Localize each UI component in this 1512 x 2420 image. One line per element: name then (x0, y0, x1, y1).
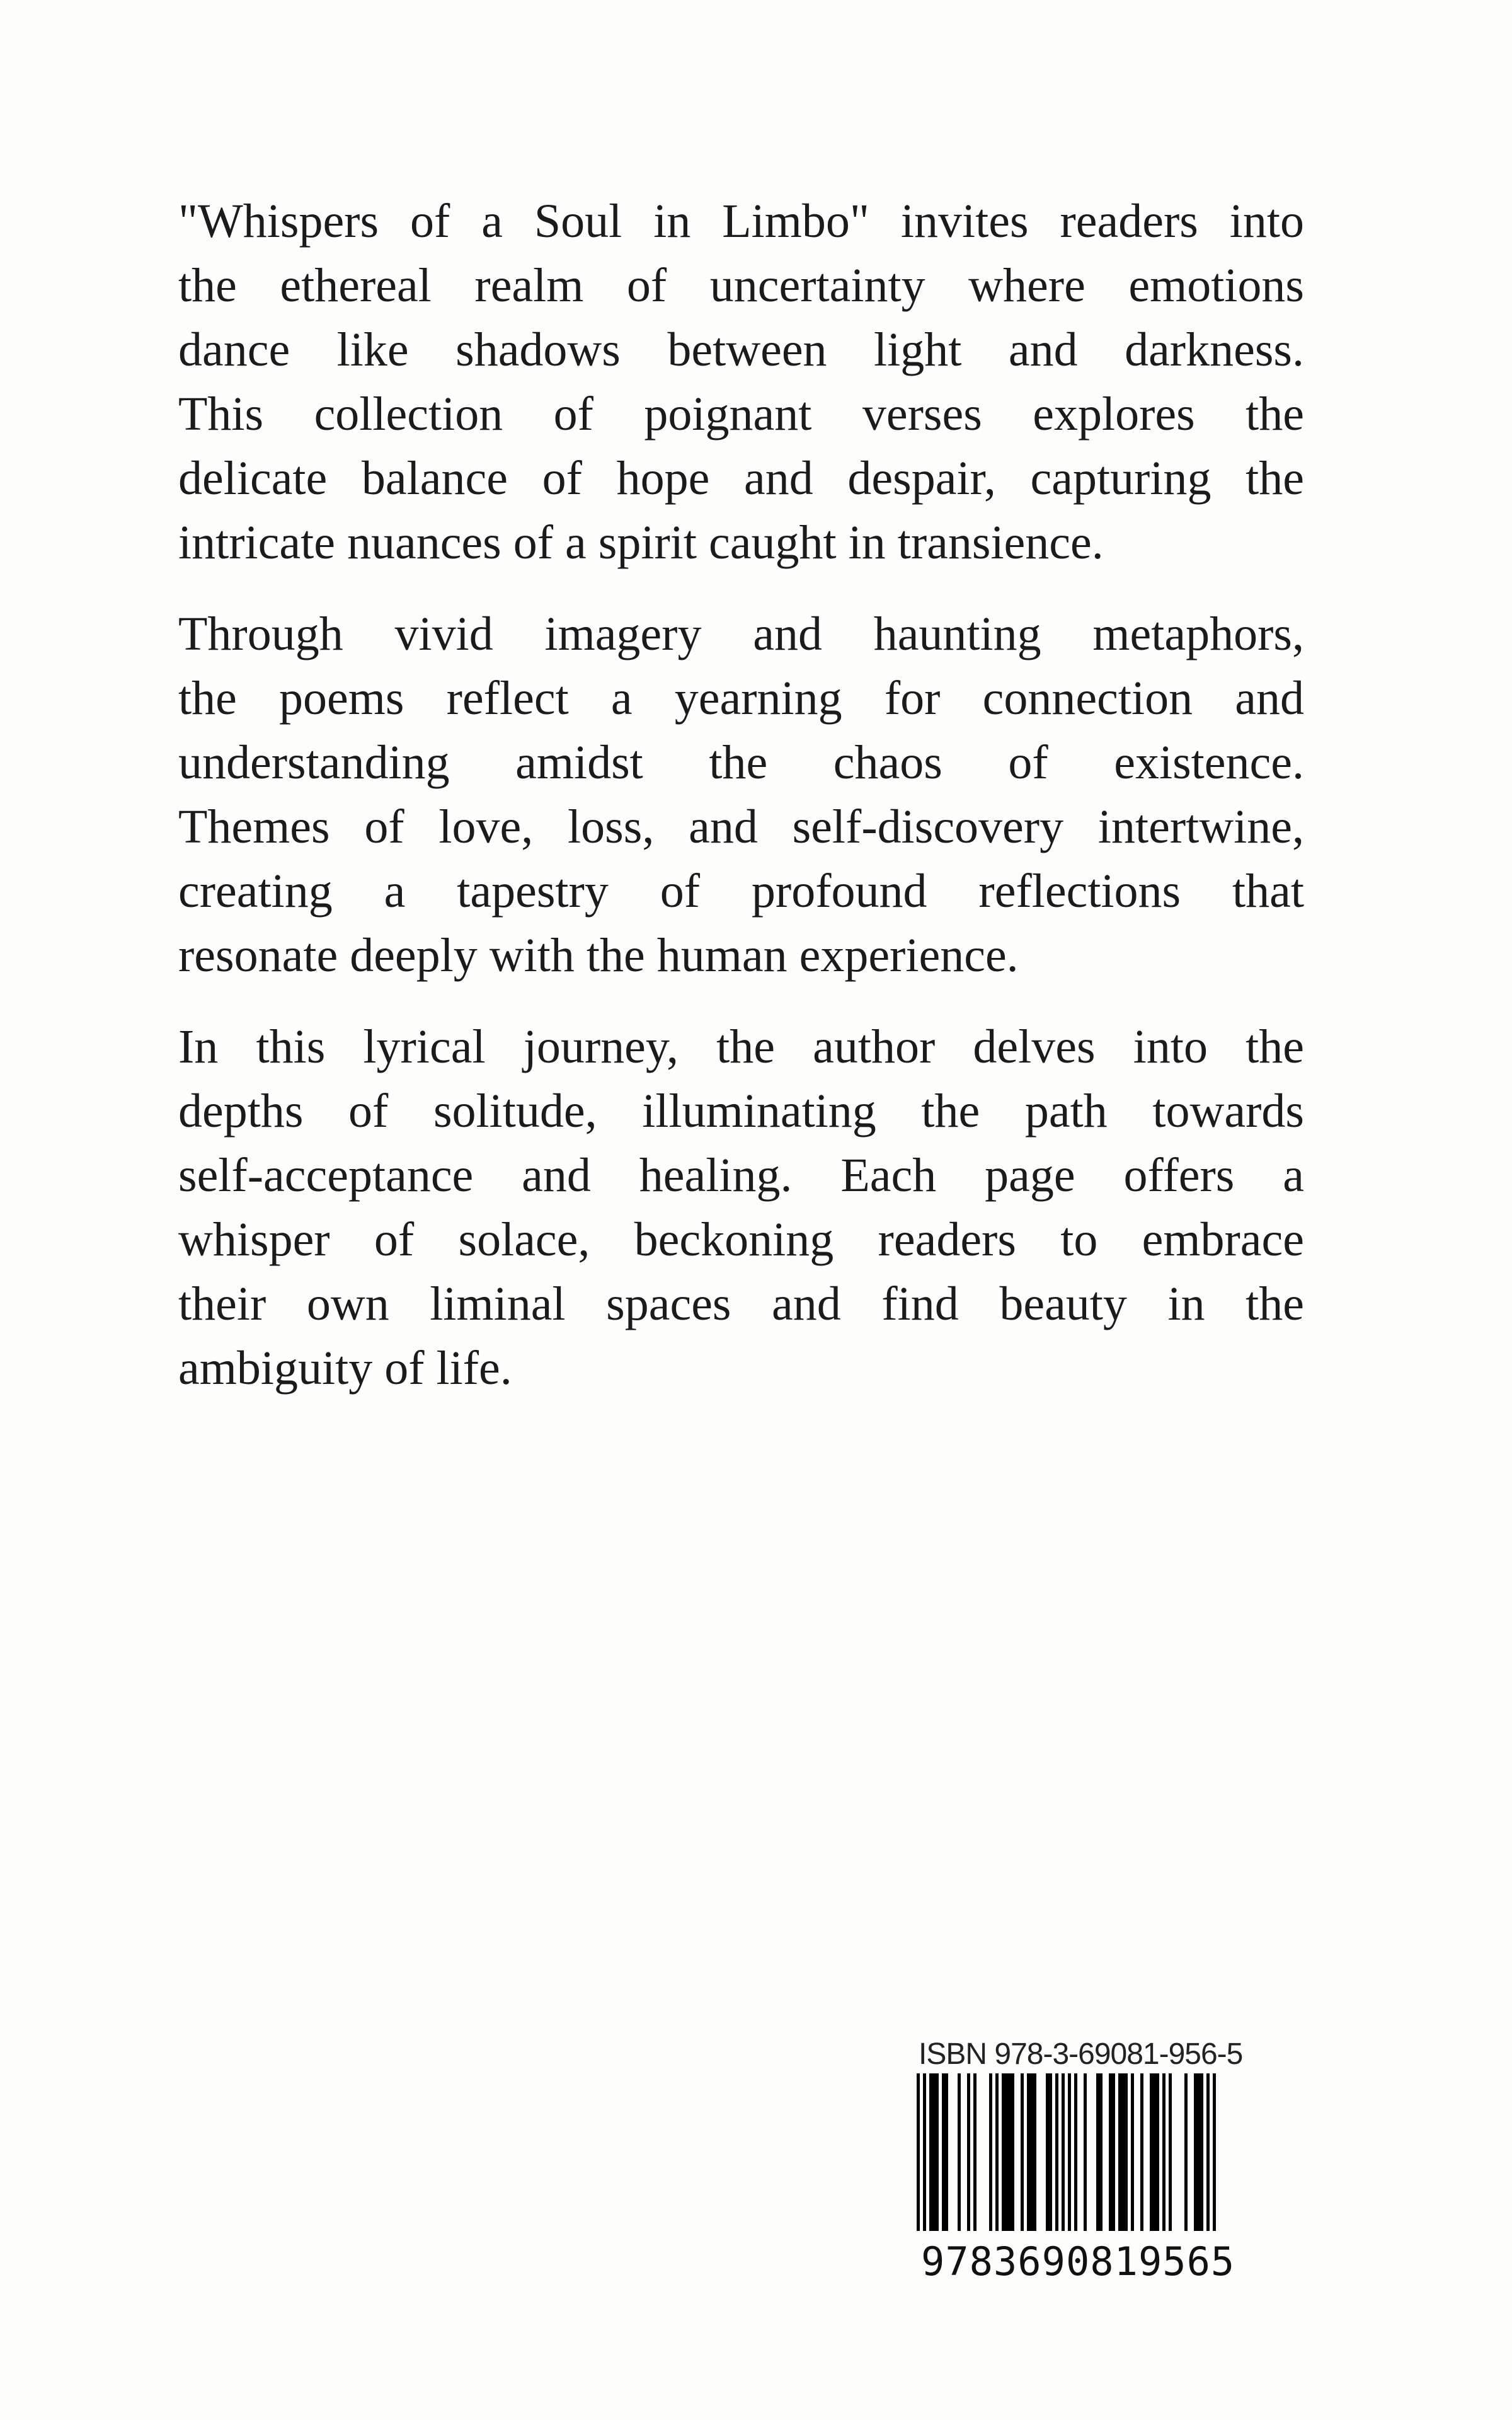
barcode-bar (1074, 2073, 1077, 2231)
blurb-line: dance like shadows between light and darkness. (178, 323, 1304, 376)
isbn-label: ISBN 978-3-69081-956-5 (919, 2037, 1243, 2071)
barcode-bar (942, 2073, 948, 2231)
barcode-bar (1150, 2073, 1159, 2231)
blurb-paragraph-1 (178, 189, 1304, 575)
barcode-bar (1118, 2073, 1128, 2231)
barcode-bar (1184, 2073, 1188, 2231)
isbn-barcode-digits: 9783690819565 (921, 2238, 1235, 2285)
barcode-bar (989, 2073, 992, 2231)
barcode-bar (1046, 2073, 1052, 2231)
blurb-line: delicate balance of hope and despair, capturing the (178, 452, 1304, 505)
blurb-line: Themes of love, loss, and self-discovery intertwine, (178, 800, 1304, 853)
blurb-line: understanding amidst the chaos of existence. (178, 736, 1304, 789)
barcode-bar (1096, 2073, 1102, 2231)
barcode-bar (1068, 2073, 1071, 2231)
barcode-bar (1213, 2073, 1216, 2231)
blurb-line: Through vivid imagery and haunting metaphors, (178, 608, 1304, 660)
barcode-bar (923, 2073, 926, 2231)
blurb-line: ambiguity of life. (178, 1342, 512, 1395)
barcode-bar (958, 2073, 961, 2231)
barcode-bar (1140, 2073, 1143, 2231)
barcode-bar (1131, 2073, 1134, 2231)
barcode-bar (1002, 2073, 1014, 2231)
barcode-bar (1062, 2073, 1065, 2231)
blurb-line: creating a tapestry of profound reflections that (178, 865, 1304, 918)
blurb-line: whisper of solace, beckoning readers to embrace (178, 1213, 1304, 1266)
barcode-bar (1169, 2073, 1172, 2231)
blurb-paragraph-3 (178, 1015, 1304, 1400)
blurb-line: intricate nuances of a spirit caught in transience. (178, 516, 1104, 569)
barcode-bar (1055, 2073, 1058, 2231)
barcode-bar (1027, 2073, 1036, 2231)
barcode-bar (1206, 2073, 1210, 2231)
blurb-line: This collection of poignant verses explores the (178, 388, 1304, 441)
barcode-bar (967, 2073, 970, 2231)
blurb-line: the ethereal realm of uncertainty where emotions (178, 259, 1304, 312)
blurb-line: self-acceptance and healing. Each page offers a (178, 1149, 1304, 1202)
isbn-barcode (907, 2073, 1222, 2234)
blurb-line: resonate deeply with the human experience. (178, 929, 1019, 982)
barcode-bar (973, 2073, 976, 2231)
barcode-bar (1084, 2073, 1087, 2231)
barcode-bar (1194, 2073, 1203, 2231)
barcode-bar (917, 2073, 920, 2231)
blurb-line: their own liminal spaces and find beauty in the (178, 1277, 1304, 1330)
blurb-paragraph-2 (178, 602, 1304, 988)
barcode-bar (1109, 2073, 1115, 2231)
barcode-bar (1021, 2073, 1024, 2231)
barcode-bar (929, 2073, 939, 2231)
blurb-line: depths of solitude, illuminating the path towards (178, 1085, 1304, 1138)
blurb-line: the poems reflect a yearning for connection and (178, 672, 1304, 725)
barcode-bar (1162, 2073, 1166, 2231)
blurb-line: In this lyrical journey, the author delves into the (178, 1020, 1304, 1073)
blurb-line: "Whispers of a Soul in Limbo" invites readers into (178, 195, 1304, 248)
barcode-bar (995, 2073, 999, 2231)
